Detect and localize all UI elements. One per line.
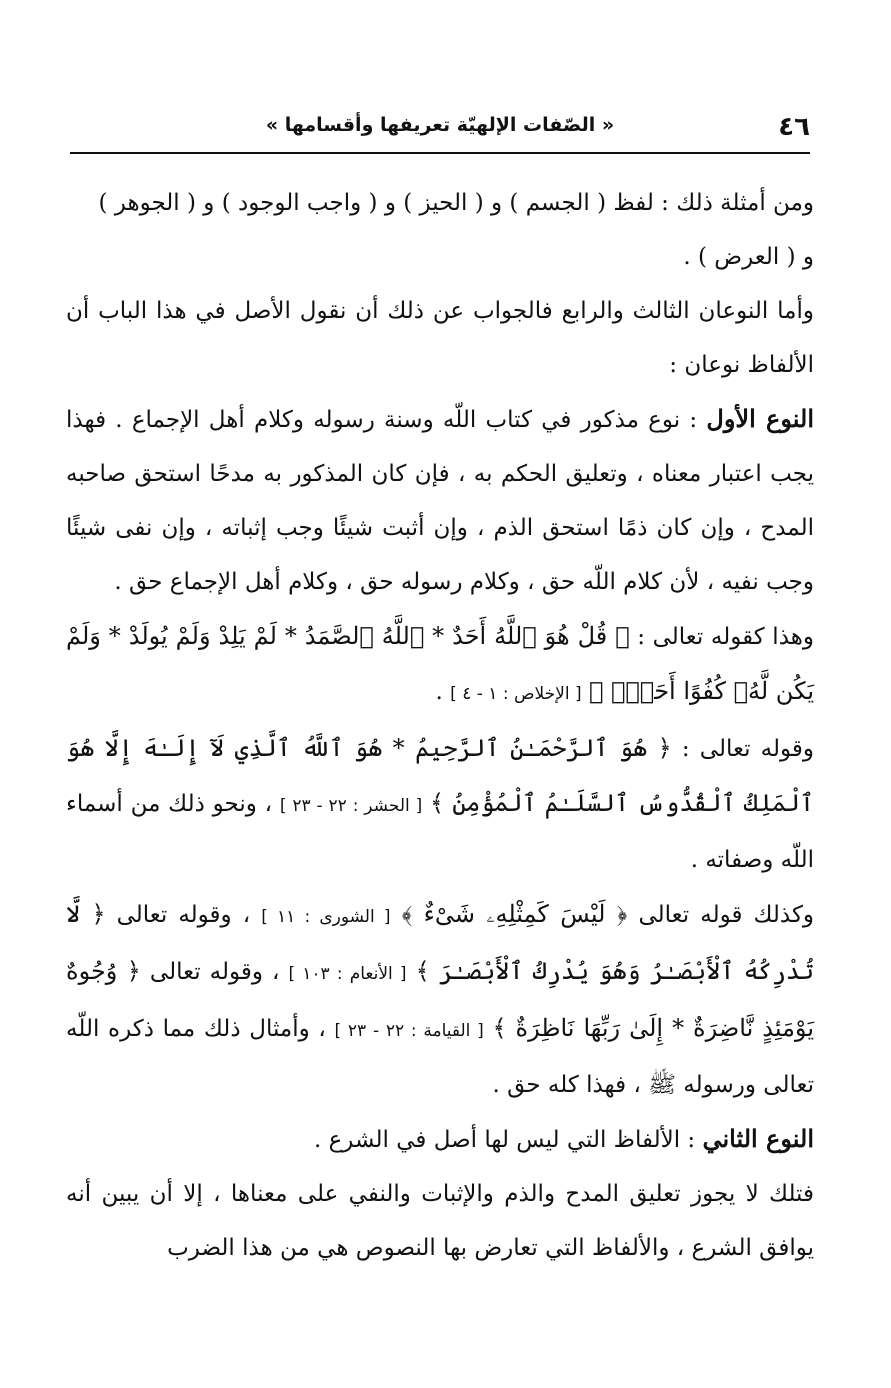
quran-verse: ﴿ وُجُوهٌ يَوْمَئِذٍ نَّاضِرَةٌ * إِلَىٰ رَبِّهَا نَاظِرَةٌ ﴾ (66, 957, 815, 1042)
page-body (66, 176, 814, 1275)
section-heading: النوع الثاني (702, 1124, 814, 1153)
verse-reference: [ الحشر : ٢٢ - ٢٣ ] (279, 796, 423, 816)
quran-verse: ﴿ لَيْسَ كَمِثْلِهِۦ شَىْءٌ ﴾ (401, 900, 628, 928)
paragraph-text: وأما النوعان الثالث والرابع فالجواب عن ذلك أن نقول الأصل في هذا الباب أن الألفاظ نوعان : (66, 298, 814, 378)
paragraph-ikhlas (66, 609, 814, 721)
quran-verse: ﴿ هُوَ ٱلرَّحْمَـٰنُ ٱلرَّحِيمُ * هُوَ ٱللَّهُ ٱلَّذِي لَآ إِلَـٰهَ إِلَّا هُوَ ٱلْمَلِكُ ٱلْقُدُّوسُ ٱلسَّلَـٰمُ ٱلْمُؤْمِنُ ﴾ (66, 734, 815, 817)
verse-reference: [ القيامة : ٢٢ - ٢٣ ] (334, 1021, 484, 1041)
paragraph-hashr (66, 721, 814, 887)
quran-verse: ﴿ لَّا تُدْرِكُهُ ٱلْأَبْصَـٰرُ وَهُوَ يُدْرِكُ ٱلْأَبْصَـٰرَ ﴾ (66, 900, 815, 985)
page-number: ٤٦ (778, 112, 810, 142)
paragraph-line: و ( العرض ) . (683, 244, 814, 270)
paragraph-examples (66, 176, 814, 284)
paragraph-text: فتلك لا يجوز تعليق المدح والذم والإثبات والنفي على معناها ، إلا أن يبين أنه يوافق الشرع ، والألفاظ التي تعارض بها النصوص هي من هذا الضرب (66, 1181, 814, 1261)
paragraph-text: ، ونحو ذلك من أسماء اللّه وصفاته . (66, 791, 814, 873)
running-title: « الصّفات الإلهيّة تعريفها وأقسامها » (265, 114, 615, 136)
paragraph-text: ، وقوله تعالى (149, 959, 280, 985)
page-header (70, 108, 810, 154)
paragraph-text: ، وأمثال ذلك مما ذكره اللّه تعالى ورسوله ﷺ ، فهذا كله حق . (66, 1016, 814, 1098)
paragraph-text: وقوله تعالى : (681, 736, 814, 762)
verse-reference: [ الشورى : ١١ ] (261, 907, 391, 927)
paragraph-first-type (66, 392, 814, 609)
paragraph-answer (66, 284, 814, 392)
paragraph-text: : الألفاظ التي ليس لها أصل في الشرع . (313, 1127, 696, 1153)
paragraph-text: ، وقوله تعالى (116, 902, 251, 928)
paragraph-second-type (66, 1112, 814, 1167)
section-heading: النوع الأول (706, 404, 814, 433)
paragraph-more-verses (66, 887, 814, 1112)
paragraph-text: : نوع مذكور في كتاب اللّه وسنة رسوله وكلام أهل الإجماع . فهذا يجب اعتبار معناه ، وتعليق الحكم به ، فإن كان المذكور به مدحًا استحق صاحبه المدح ، وإن كان ذمًا استحق الذم ، وإن أثبت شيئًا وجب إثباته ، وإن نفى شيئًا وجب نفيه ، لأن كلام اللّه حق ، وكلام رسوله حق ، وكلام أهل الإجماع حق . (66, 407, 814, 595)
paragraph-text: وهذا كقوله تعالى : (637, 624, 815, 650)
paragraph-conclusion (66, 1167, 814, 1275)
header-rule (70, 152, 810, 154)
paragraph-text: وكذلك قوله تعالى (638, 902, 815, 928)
quran-verse: ﴿ قُلْ هُوَ ٱللَّهُ أَحَدٌ * ٱللَّهُ ٱلصَّمَدُ * لَمْ يَلِدْ وَلَمْ يُولَدْ * وَلَمْ يَكُن لَّهُۥ كُفُوًا أَحَدٌۢ ﴾ (66, 622, 814, 705)
paragraph-text: . (435, 679, 443, 705)
paragraph-line: ومن أمثلة ذلك : لفظ ( الجسم ) و ( الحيز ) و ( واجب الوجود ) و ( الجوهر ) (98, 190, 814, 216)
verse-reference: [ الأنعام : ١٠٣ ] (288, 964, 407, 984)
verse-reference: [ الإخلاص : ١ - ٤ ] (450, 684, 582, 704)
